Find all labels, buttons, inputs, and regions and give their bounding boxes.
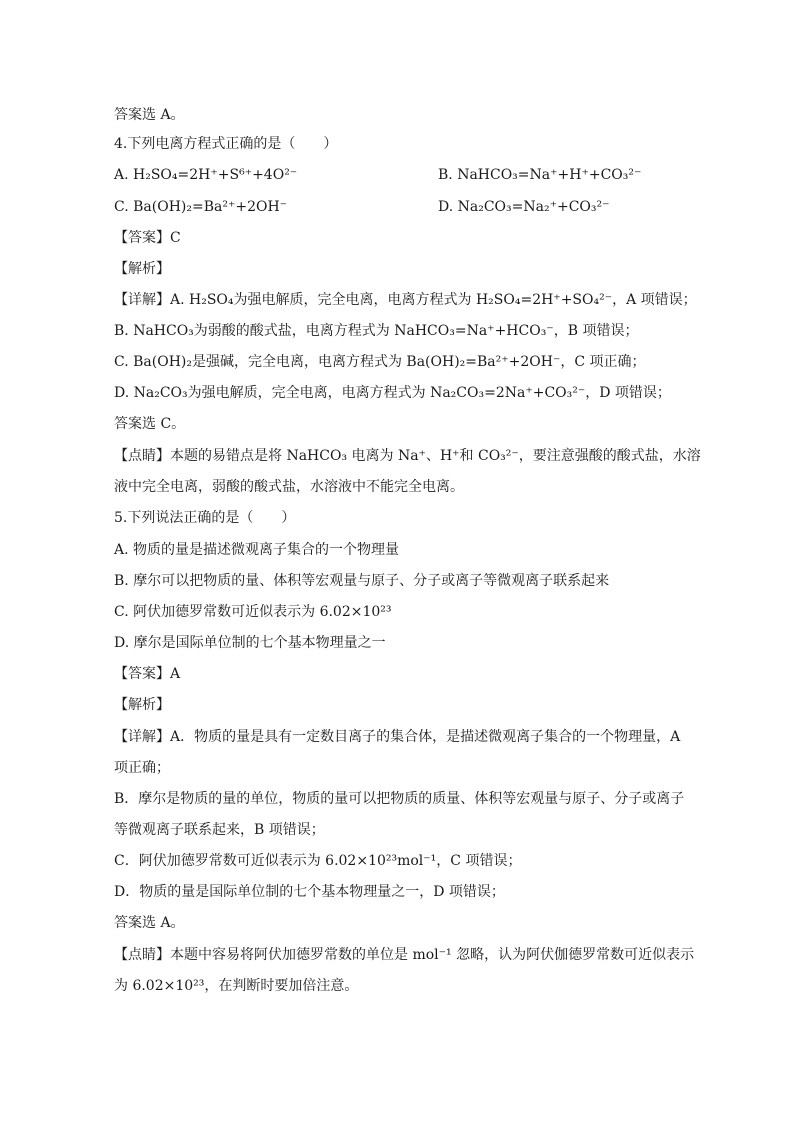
q4-option-a: A. H₂SO₄=2H⁺+S⁶⁺+4O²⁻ [114,167,298,183]
q5-option-a: A. 物质的量是描述微观离子集合的一个物理量 [114,542,400,558]
q4-conclusion: 答案选 C。 [114,416,186,432]
q4-detail-2: B. NaHCO₃为弱酸的酸式盐，电离方程式为 NaHCO₃=Na⁺+HCO₃⁻，B 项错误； [114,323,639,339]
q4-detail-4: D. Na₂CO₃为强电解质，完全电离，电离方程式为 Na₂CO₃=2Na⁺+CO₃²⁻，D 项错误； [114,385,671,401]
q5-option-d: D. 摩尔是国际单位制的七个基本物理量之一 [114,635,386,651]
q4-tip-1: 【点睛】本题的易错点是将 NaHCO₃ 电离为 Na⁺、H⁺和 CO₃²⁻，要注意强酸的酸式盐，水溶 [114,448,701,464]
q5-stem: 5.下列说法正确的是（ ） [114,510,296,526]
q4-answer-tag: 【答案】 [114,230,170,246]
q5-analysis-tag: 【解析】 [114,697,170,713]
q5-answer-tag: 【答案】 [114,666,170,682]
q5-tip-2: 为 6.02×10²³，在判断时要加倍注意。 [114,978,359,994]
previous-answer: 答案选 A。 [114,107,185,123]
q5-answer-value: A [170,666,181,682]
q4-stem: 4.下列电离方程式正确的是（ ） [114,136,338,152]
q5-detail-4: 等微观离子联系起来，B 项错误； [114,822,325,838]
q4-detail-1: 【详解】A. H₂SO₄为强电解质，完全电离，电离方程式为 H₂SO₄=2H⁺+SO₄²⁻，A 项错误； [114,292,697,308]
q4-answer-value: C [170,230,181,246]
q4-detail-3: C. Ba(OH)₂是强碱，完全电离，电离方程式为 Ba(OH)₂=Ba²⁺+2OH⁻，C 项正确； [114,354,646,370]
q5-option-c: C. 阿伏加德罗常数可近似表示为 6.02×10²³ [114,604,392,620]
q4-tip-2: 液中完全电离，弱酸的酸式盐，水溶液中不能完全电离。 [114,479,464,495]
q5-option-b: B. 摩尔可以把物质的量、体积等宏观量与原子、分子或离子等微观离子联系起来 [114,573,610,589]
q5-detail-1: 【详解】A．物质的量是具有一定数目离子的集合体，是描述微观离子集合的一个物理量，A [114,729,681,745]
q4-answer [114,228,181,248]
q5-detail-2: 项正确； [114,760,170,776]
q5-conclusion: 答案选 A。 [114,915,185,931]
q5-tip-1: 【点睛】本题中容易将阿伏加德罗常数的单位是 mol⁻¹ 忽略，认为阿伏伽德罗常数可近似表示 [114,947,695,963]
q5-answer [114,664,180,684]
q4-option-d: D. Na₂CO₃=Na₂⁺+CO₃²⁻ [438,199,610,215]
q4-analysis-tag: 【解析】 [114,261,170,277]
q5-detail-5: C．阿伏加德罗常数可近似表示为 6.02×10²³mol⁻¹，C 项错误； [114,853,522,869]
q5-detail-3: B．摩尔是物质的量的单位，物质的量可以把物质的质量、体积等宏观量与原子、分子或离子 [114,791,685,807]
q5-detail-6: D．物质的量是国际单位制的七个基本物理量之一，D 项错误； [114,884,505,900]
q4-option-b: B. NaHCO₃=Na⁺+H⁺+CO₃²⁻ [438,167,642,183]
q4-option-c: C. Ba(OH)₂=Ba²⁺+2OH⁻ [114,199,288,215]
